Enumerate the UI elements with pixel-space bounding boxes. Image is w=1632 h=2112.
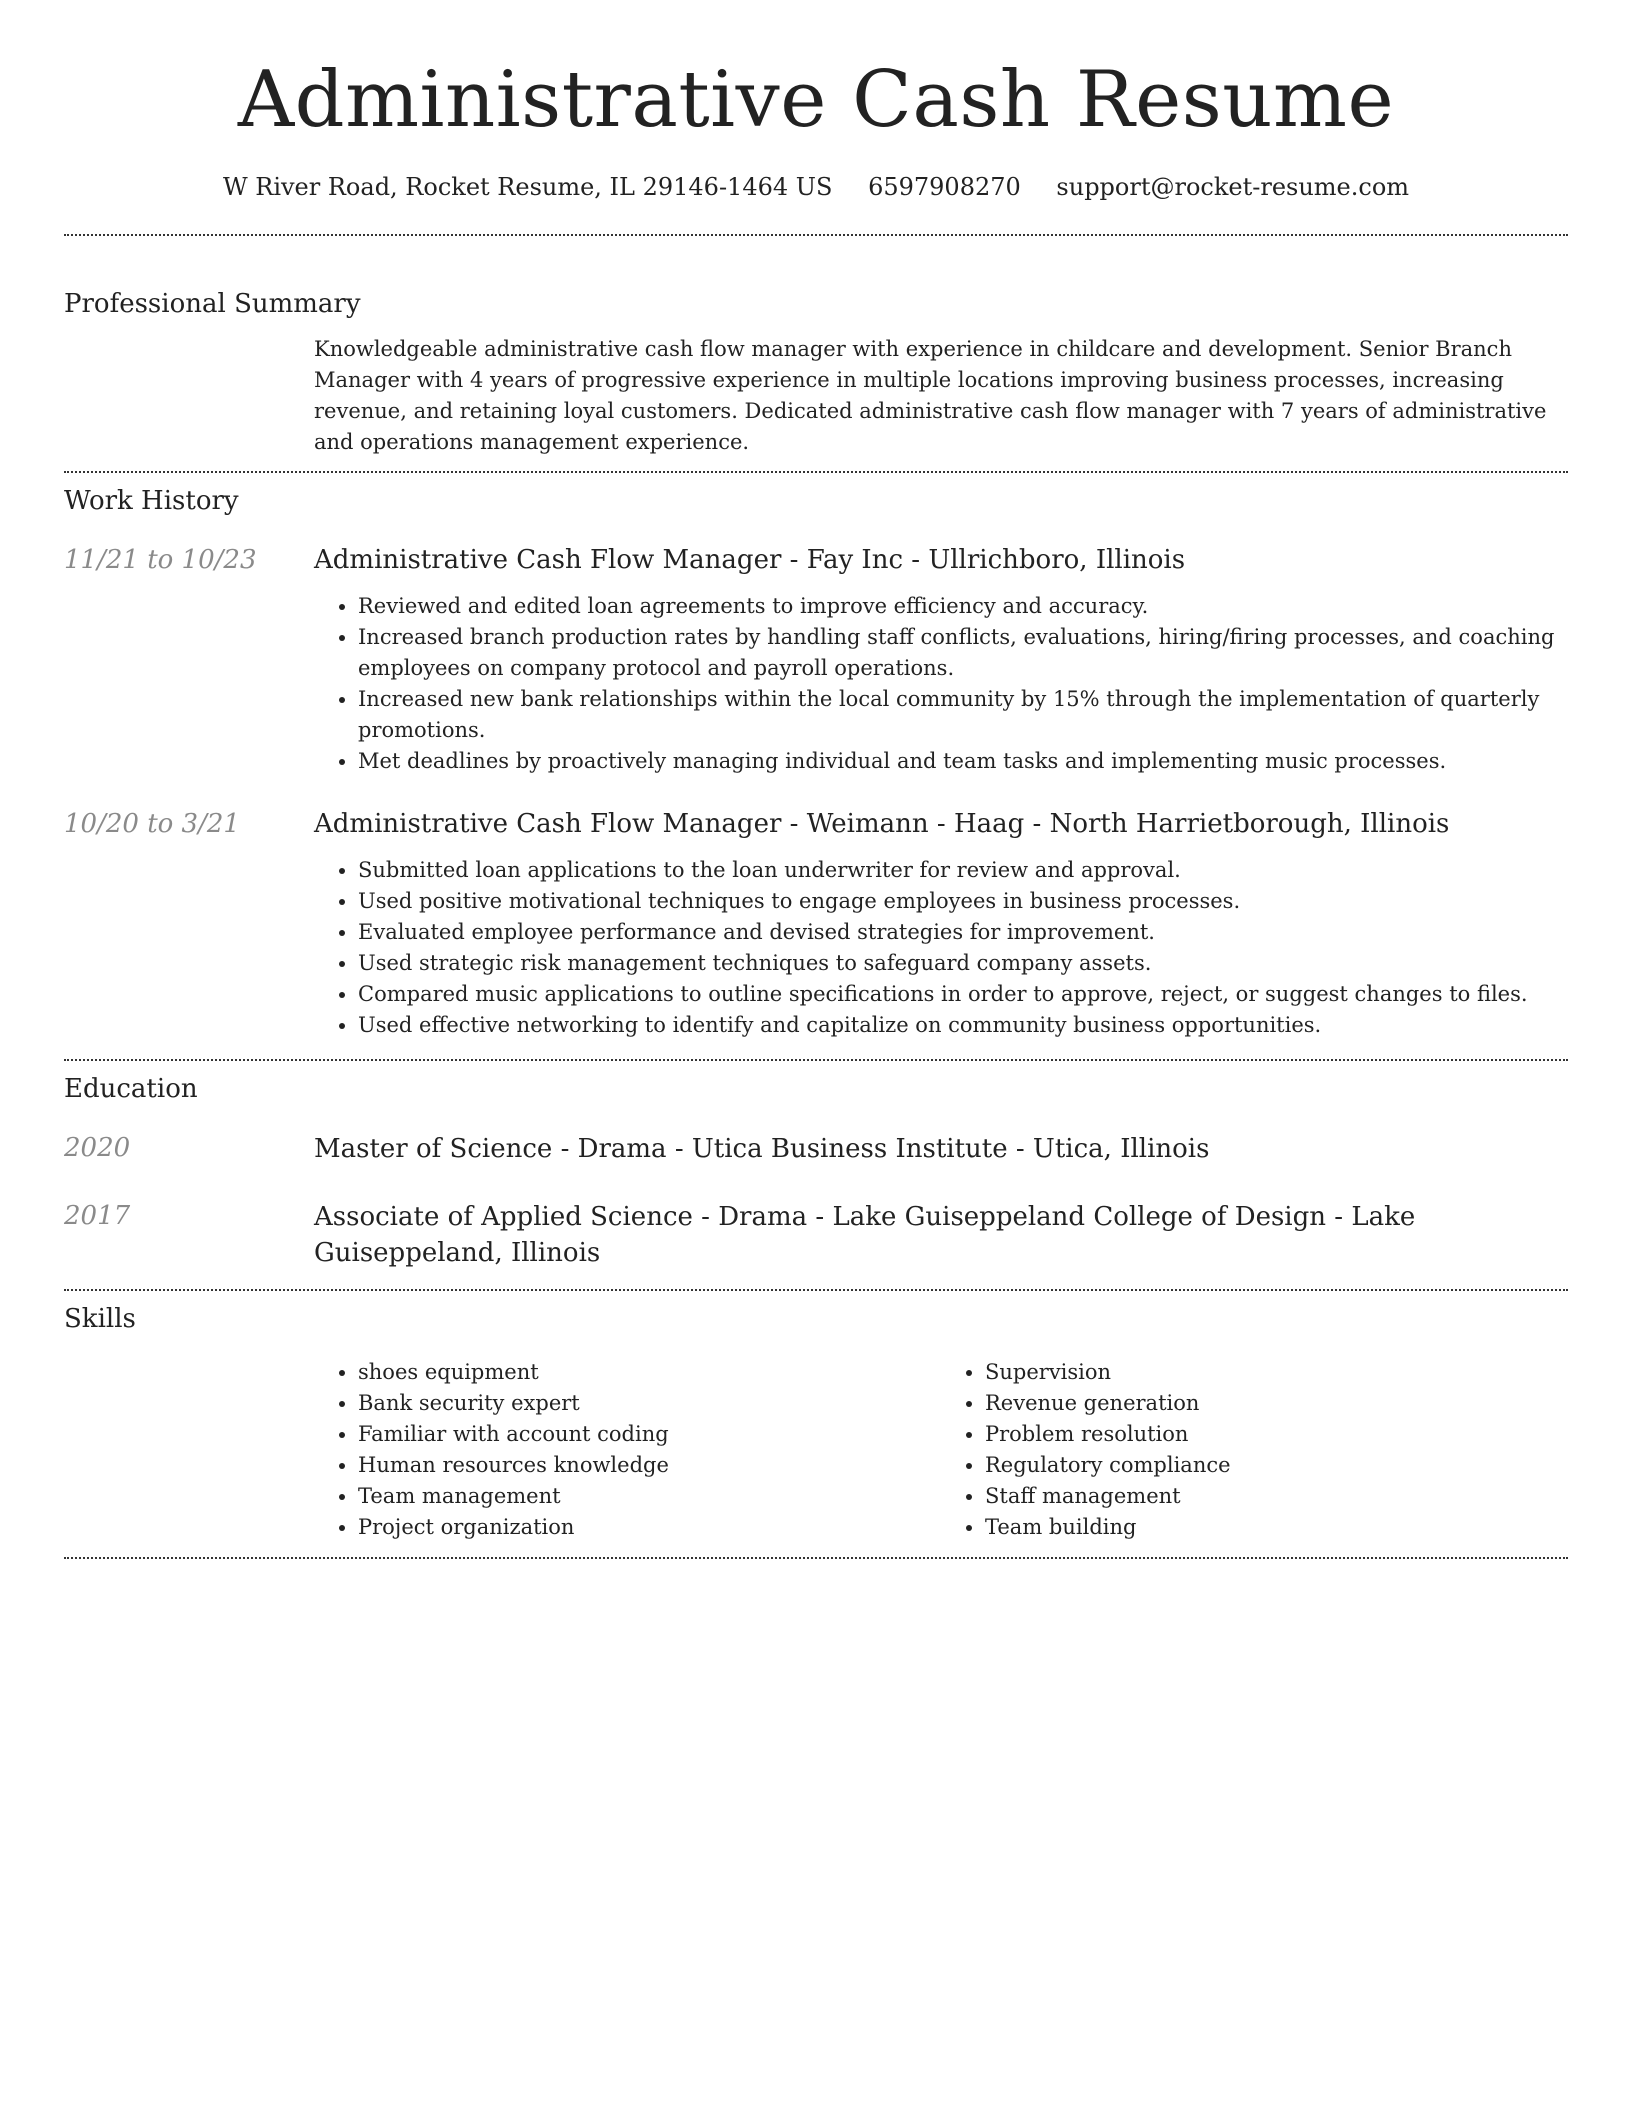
list-item: • Problem resolution: [985, 1419, 1568, 1450]
list-item: • Increased branch production rates by handling staff conflicts, evaluations, hiring/firing processes, and coaching employees on company protocol and payroll operations.: [358, 622, 1568, 684]
contact-line: [64, 172, 1568, 204]
list-item: • Staff management: [985, 1481, 1568, 1512]
list-item: • Compared music applications to outline specifications in order to approve, reject, or suggest changes to files.: [358, 979, 1568, 1010]
skills-list-right: [941, 1357, 1568, 1543]
skills-section: [64, 1291, 1568, 1543]
list-item: • Team building: [985, 1512, 1568, 1543]
job-entry: [64, 543, 1568, 777]
list-item: • Used strategic risk management techniques to safeguard company assets.: [358, 948, 1568, 979]
skills-heading: Skills: [64, 1304, 136, 1334]
list-item: • Used effective networking to identify and capitalize on community business opportunities.: [358, 1010, 1568, 1041]
job-duties: [314, 855, 1568, 1041]
job-title: Administrative Cash Flow Manager - Fay Inc - Ullrichboro, Illinois: [314, 545, 1186, 575]
list-item: • Revenue generation: [985, 1388, 1568, 1419]
summary-spacer: [64, 334, 314, 458]
list-item: • Bank security expert: [358, 1388, 941, 1419]
education-year: 2020: [64, 1133, 131, 1163]
divider: [64, 1557, 1568, 1559]
skills-list-left: [314, 1357, 941, 1543]
job-duties: [314, 591, 1568, 777]
education-entry: [64, 1199, 1568, 1271]
list-item: • Reviewed and edited loan agreements to improve efficiency and accuracy.: [358, 591, 1568, 622]
list-item: • Increased new bank relationships within the local community by 15% through the implementation of quarterly promotions.: [358, 684, 1568, 746]
work-history-heading: Work History: [64, 486, 239, 516]
work-history-section: [64, 473, 1568, 1041]
list-item: • Supervision: [985, 1357, 1568, 1388]
education-entry: [64, 1131, 1568, 1167]
contact-phone: 6597908270: [868, 173, 1021, 201]
education-title: Associate of Applied Science - Drama - Lake Guiseppeland College of Design - Lake Guiseppeland, Illinois: [314, 1202, 1416, 1268]
education-section: [64, 1061, 1568, 1271]
education-title: Master of Science - Drama - Utica Business Institute - Utica, Illinois: [314, 1134, 1210, 1164]
job-title: Administrative Cash Flow Manager - Weimann - Haag - North Harrietborough, Illinois: [314, 809, 1450, 839]
contact-address: W River Road, Rocket Resume, IL 29146-1464 US: [222, 173, 833, 201]
list-item: • shoes equipment: [358, 1357, 941, 1388]
job-dates: 10/20 to 3/21: [64, 809, 240, 839]
list-item: • Team management: [358, 1481, 941, 1512]
list-item: • Familiar with account coding: [358, 1419, 941, 1450]
list-item: • Submitted loan applications to the loan underwriter for review and approval.: [358, 855, 1568, 886]
education-year: 2017: [64, 1201, 131, 1231]
summary-heading: Professional Summary: [64, 289, 361, 319]
skills-spacer: [64, 1357, 314, 1543]
list-item: • Human resources knowledge: [358, 1450, 941, 1481]
summary-section: [64, 236, 1568, 458]
job-entry: [64, 807, 1568, 1041]
list-item: • Regulatory compliance: [985, 1450, 1568, 1481]
list-item: • Met deadlines by proactively managing individual and team tasks and implementing music processes.: [358, 746, 1568, 777]
summary-text: Knowledgeable administrative cash flow manager with experience in childcare and development. Senior Branch Manager with 4 years of progressive experience in multiple locations improving business processes, increasing revenue, and retaining loyal customers. Dedicated administrative cash flow manager with 7 years of administrative and operations management experience.: [314, 337, 1547, 454]
list-item: • Used positive motivational techniques to engage employees in business processes.: [358, 886, 1568, 917]
list-item: • Evaluated employee performance and devised strategies for improvement.: [358, 917, 1568, 948]
contact-email: support@rocket-resume.com: [1056, 173, 1410, 201]
resume-title: Administrative Cash Resume: [237, 55, 1395, 145]
education-heading: Education: [64, 1074, 198, 1104]
job-dates: 11/21 to 10/23: [64, 545, 257, 575]
list-item: • Project organization: [358, 1512, 941, 1543]
